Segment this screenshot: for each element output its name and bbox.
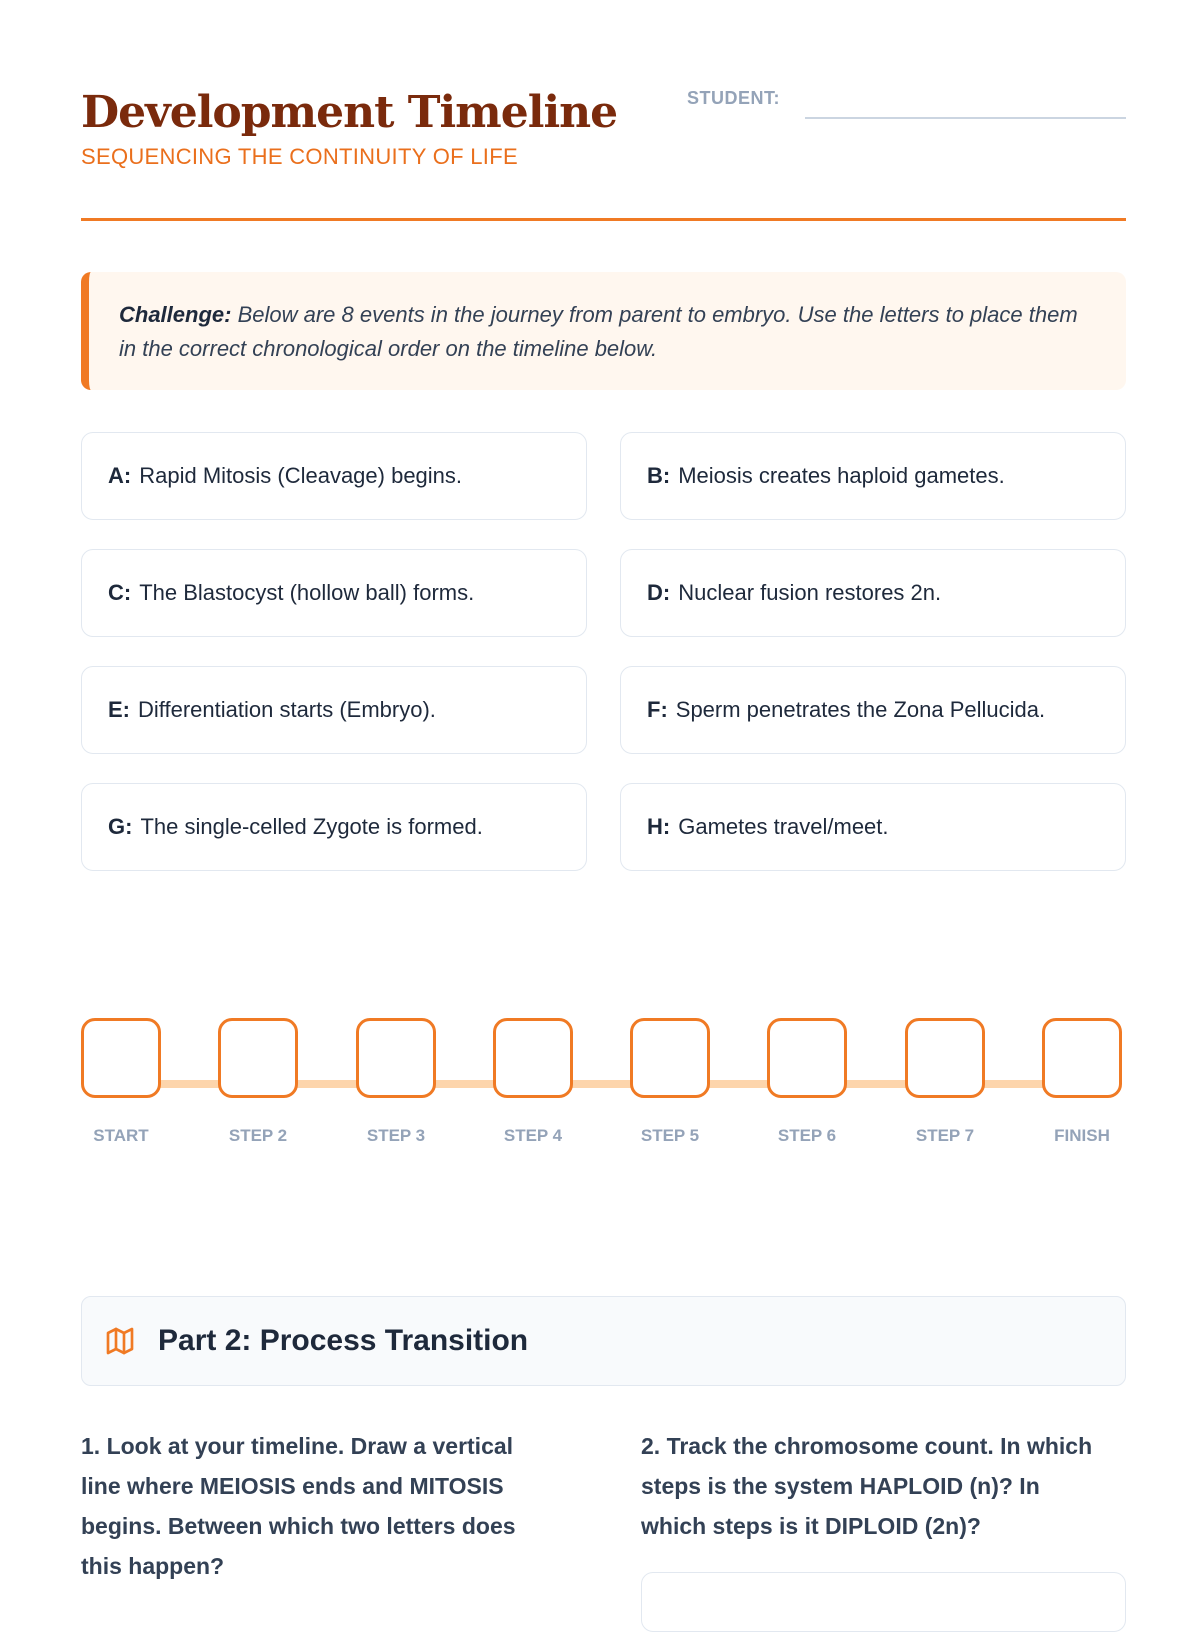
event-text: Meiosis creates haploid gametes. (678, 463, 1005, 488)
event-text: Rapid Mitosis (Cleavage) begins. (139, 463, 463, 488)
event-letter: C: (108, 580, 132, 605)
event-text: Gametes travel/meet. (678, 814, 889, 839)
timeline-slot-step-2[interactable] (218, 1018, 298, 1098)
question-1: 1. Look at your timeline. Draw a vertical line where MEIOSIS ends and MITOSIS begins. Between which two letters does this happen? (81, 1433, 516, 1579)
timeline-slot-step-3[interactable] (356, 1018, 436, 1098)
event-letter: D: (647, 580, 671, 605)
challenge-callout (81, 272, 1126, 390)
event-text: The Blastocyst (hollow ball) forms. (139, 580, 475, 605)
student-label: STUDENT: (687, 88, 780, 108)
map-icon (104, 1325, 136, 1357)
question-2: 2. Track the chromosome count. In which steps is the system HAPLOID (n)? In which steps is it DIPLOID (2n)? (641, 1433, 1093, 1539)
timeline-slot-finish[interactable] (1042, 1018, 1122, 1098)
event-letter: A: (108, 463, 132, 488)
student-name-field[interactable] (805, 117, 1126, 119)
timeline-slot-step-7[interactable] (905, 1018, 985, 1098)
event-card-c (81, 549, 587, 637)
timeline-label: STEP 3 (366, 1126, 426, 1145)
event-letter: E: (108, 697, 130, 722)
event-letter: H: (647, 814, 671, 839)
answer-box-2[interactable] (641, 1572, 1126, 1632)
part-2-title: Part 2: Process Transition (158, 1324, 529, 1357)
event-card-f (620, 666, 1126, 754)
event-text: Sperm penetrates the Zona Pellucida. (675, 697, 1046, 722)
timeline-label: FINISH (1054, 1126, 1110, 1145)
challenge-text: Below are 8 events in the journey from parent to embryo. Use the letters to place them in the correct chronological order on the timeline below. (119, 302, 1078, 361)
event-card-e (81, 666, 587, 754)
worksheet-header (81, 84, 1126, 221)
timeline-label: STEP 5 (640, 1126, 700, 1145)
event-letter: G: (108, 814, 133, 839)
event-letter: F: (647, 697, 668, 722)
event-text: Nuclear fusion restores 2n. (678, 580, 942, 605)
timeline-slot-step-6[interactable] (767, 1018, 847, 1098)
timeline-slot-step-5[interactable] (630, 1018, 710, 1098)
event-card-d (620, 549, 1126, 637)
event-card-a (81, 432, 587, 520)
timeline-slot-start[interactable] (81, 1018, 161, 1098)
event-card-b (620, 432, 1126, 520)
event-text: The single-celled Zygote is formed. (140, 814, 483, 839)
challenge-lead: Challenge: (119, 302, 232, 327)
event-card-h (620, 783, 1126, 871)
timeline-slot-step-4[interactable] (493, 1018, 573, 1098)
part-2-header (81, 1296, 1126, 1386)
timeline-label: START (93, 1126, 149, 1145)
page-title: Development Timeline (81, 87, 618, 138)
event-letter: B: (647, 463, 671, 488)
event-card-g (81, 783, 587, 871)
timeline-label: STEP 7 (915, 1126, 975, 1145)
page-subtitle: SEQUENCING THE CONTINUITY OF LIFE (81, 144, 518, 169)
timeline-label: STEP 4 (503, 1126, 563, 1145)
timeline-label: STEP 6 (777, 1126, 837, 1145)
timeline-label: STEP 2 (228, 1126, 288, 1145)
event-text: Differentiation starts (Embryo). (138, 697, 436, 722)
